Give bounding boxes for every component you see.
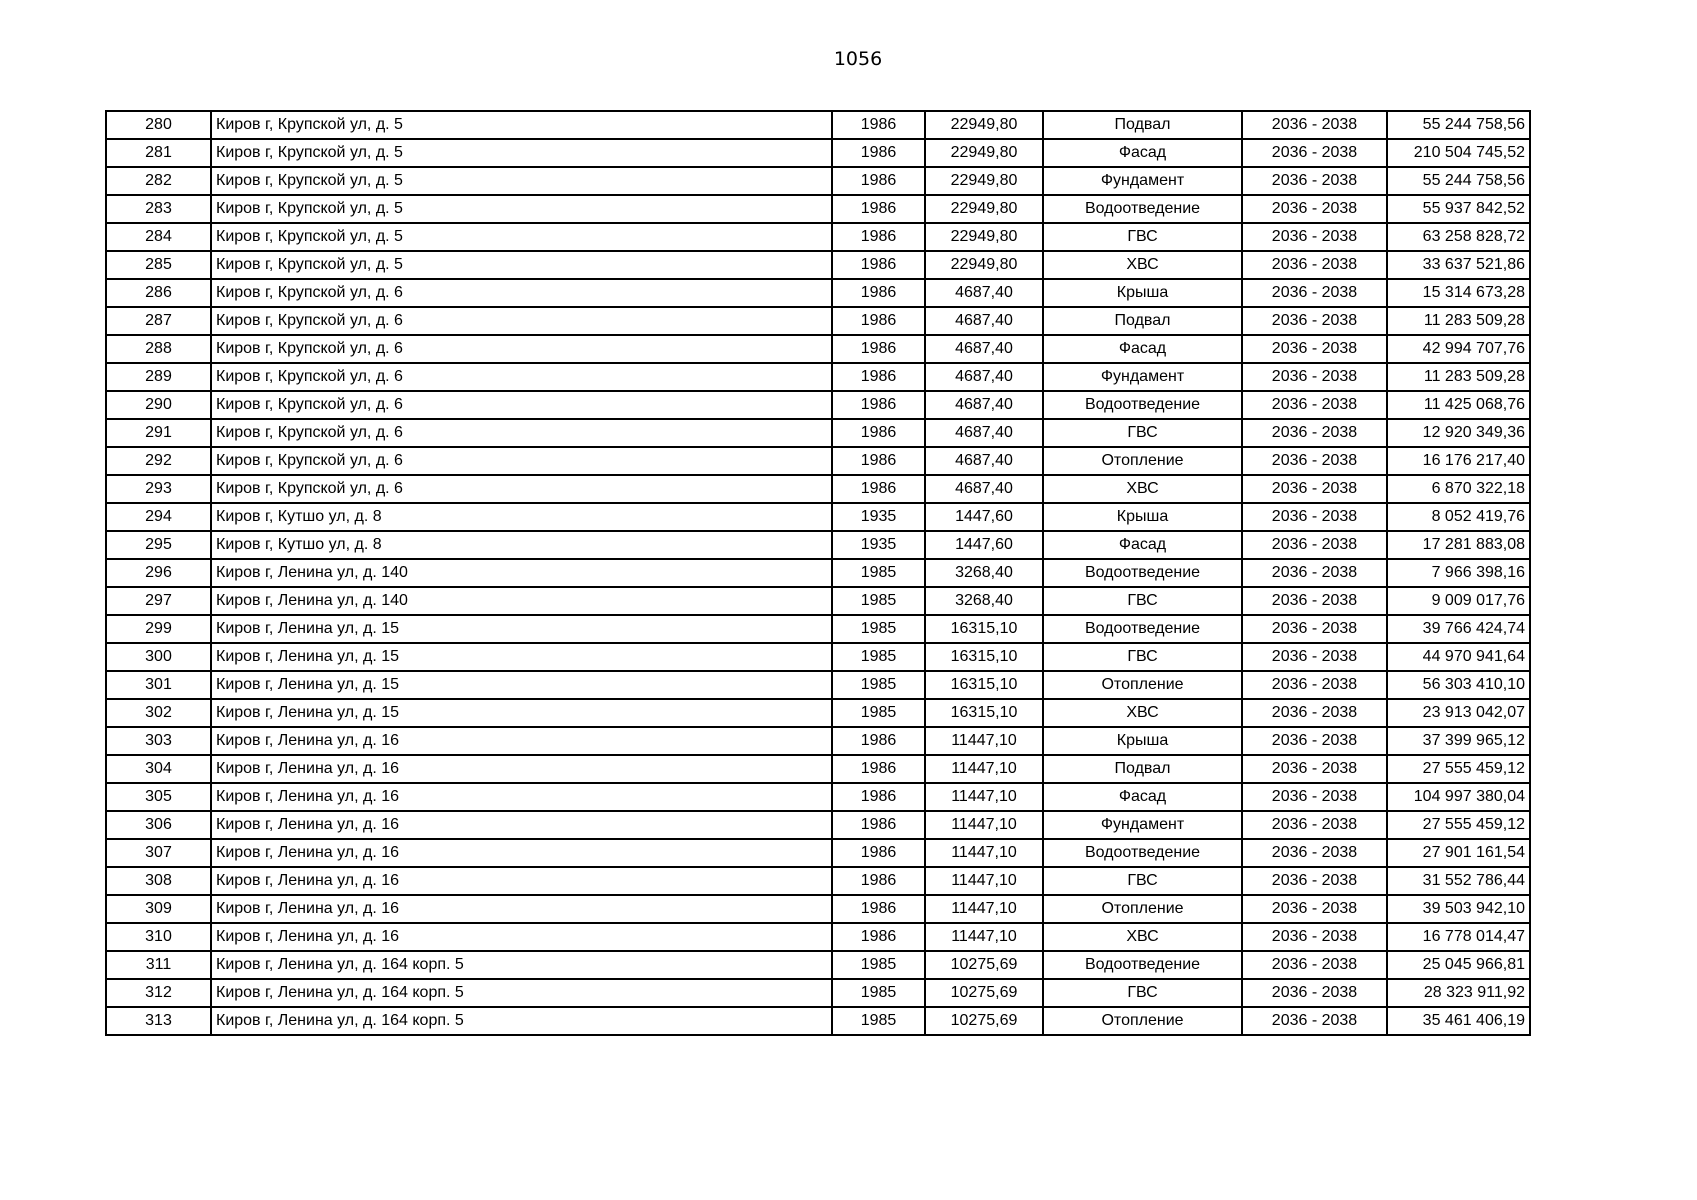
work-type-cell: Крыша bbox=[1043, 727, 1242, 755]
table-row bbox=[106, 699, 1530, 727]
area-cell: 4687,40 bbox=[925, 391, 1043, 419]
address-cell: Киров г, Ленина ул, д. 140 bbox=[211, 559, 832, 587]
area-cell: 22949,80 bbox=[925, 195, 1043, 223]
cost-cell: 44 970 941,64 bbox=[1387, 643, 1530, 671]
work-type-cell: Водоотведение bbox=[1043, 615, 1242, 643]
area-cell: 16315,10 bbox=[925, 699, 1043, 727]
address-cell: Киров г, Ленина ул, д. 140 bbox=[211, 587, 832, 615]
table-row bbox=[106, 503, 1530, 531]
table-row bbox=[106, 391, 1530, 419]
period-cell: 2036 - 2038 bbox=[1242, 503, 1387, 531]
row-number-cell: 281 bbox=[106, 139, 211, 167]
period-cell: 2036 - 2038 bbox=[1242, 223, 1387, 251]
cost-cell: 55 244 758,56 bbox=[1387, 111, 1530, 139]
construction-year-cell: 1986 bbox=[832, 167, 925, 195]
area-cell: 11447,10 bbox=[925, 811, 1043, 839]
period-cell: 2036 - 2038 bbox=[1242, 671, 1387, 699]
table-row bbox=[106, 167, 1530, 195]
address-cell: Киров г, Крупской ул, д. 5 bbox=[211, 251, 832, 279]
work-type-cell: ГВС bbox=[1043, 223, 1242, 251]
area-cell: 4687,40 bbox=[925, 279, 1043, 307]
cost-cell: 39 503 942,10 bbox=[1387, 895, 1530, 923]
cost-cell: 7 966 398,16 bbox=[1387, 559, 1530, 587]
row-number-cell: 292 bbox=[106, 447, 211, 475]
cost-cell: 55 937 842,52 bbox=[1387, 195, 1530, 223]
period-cell: 2036 - 2038 bbox=[1242, 895, 1387, 923]
construction-year-cell: 1985 bbox=[832, 1007, 925, 1035]
period-cell: 2036 - 2038 bbox=[1242, 587, 1387, 615]
area-cell: 3268,40 bbox=[925, 559, 1043, 587]
table-row bbox=[106, 839, 1530, 867]
table-row bbox=[106, 895, 1530, 923]
address-cell: Киров г, Ленина ул, д. 16 bbox=[211, 783, 832, 811]
row-number-cell: 305 bbox=[106, 783, 211, 811]
area-cell: 22949,80 bbox=[925, 111, 1043, 139]
period-cell: 2036 - 2038 bbox=[1242, 279, 1387, 307]
work-type-cell: Водоотведение bbox=[1043, 391, 1242, 419]
construction-year-cell: 1986 bbox=[832, 867, 925, 895]
table-row bbox=[106, 643, 1530, 671]
area-cell: 10275,69 bbox=[925, 979, 1043, 1007]
address-cell: Киров г, Ленина ул, д. 16 bbox=[211, 727, 832, 755]
row-number-cell: 282 bbox=[106, 167, 211, 195]
row-number-cell: 301 bbox=[106, 671, 211, 699]
address-cell: Киров г, Ленина ул, д. 164 корп. 5 bbox=[211, 979, 832, 1007]
address-cell: Киров г, Ленина ул, д. 16 bbox=[211, 755, 832, 783]
row-number-cell: 299 bbox=[106, 615, 211, 643]
period-cell: 2036 - 2038 bbox=[1242, 699, 1387, 727]
address-cell: Киров г, Крупской ул, д. 6 bbox=[211, 447, 832, 475]
table-row bbox=[106, 335, 1530, 363]
row-number-cell: 284 bbox=[106, 223, 211, 251]
period-cell: 2036 - 2038 bbox=[1242, 111, 1387, 139]
area-cell: 11447,10 bbox=[925, 839, 1043, 867]
construction-year-cell: 1986 bbox=[832, 391, 925, 419]
period-cell: 2036 - 2038 bbox=[1242, 475, 1387, 503]
construction-year-cell: 1986 bbox=[832, 251, 925, 279]
period-cell: 2036 - 2038 bbox=[1242, 839, 1387, 867]
cost-cell: 11 425 068,76 bbox=[1387, 391, 1530, 419]
construction-year-cell: 1985 bbox=[832, 951, 925, 979]
construction-year-cell: 1935 bbox=[832, 503, 925, 531]
address-cell: Киров г, Кутшо ул, д. 8 bbox=[211, 531, 832, 559]
table-row bbox=[106, 363, 1530, 391]
construction-year-cell: 1986 bbox=[832, 839, 925, 867]
work-type-cell: Подвал bbox=[1043, 307, 1242, 335]
work-type-cell: Отопление bbox=[1043, 447, 1242, 475]
table-row bbox=[106, 867, 1530, 895]
address-cell: Киров г, Крупской ул, д. 6 bbox=[211, 475, 832, 503]
row-number-cell: 308 bbox=[106, 867, 211, 895]
row-number-cell: 306 bbox=[106, 811, 211, 839]
construction-year-cell: 1986 bbox=[832, 419, 925, 447]
work-type-cell: Водоотведение bbox=[1043, 951, 1242, 979]
address-cell: Киров г, Ленина ул, д. 16 bbox=[211, 839, 832, 867]
cost-cell: 210 504 745,52 bbox=[1387, 139, 1530, 167]
table-row bbox=[106, 419, 1530, 447]
row-number-cell: 310 bbox=[106, 923, 211, 951]
period-cell: 2036 - 2038 bbox=[1242, 755, 1387, 783]
table-row bbox=[106, 251, 1530, 279]
area-cell: 10275,69 bbox=[925, 1007, 1043, 1035]
construction-year-cell: 1985 bbox=[832, 615, 925, 643]
construction-year-cell: 1985 bbox=[832, 979, 925, 1007]
construction-year-cell: 1985 bbox=[832, 587, 925, 615]
construction-year-cell: 1985 bbox=[832, 559, 925, 587]
period-cell: 2036 - 2038 bbox=[1242, 643, 1387, 671]
row-number-cell: 290 bbox=[106, 391, 211, 419]
period-cell: 2036 - 2038 bbox=[1242, 419, 1387, 447]
row-number-cell: 300 bbox=[106, 643, 211, 671]
cost-cell: 27 555 459,12 bbox=[1387, 755, 1530, 783]
work-type-cell: ХВС bbox=[1043, 475, 1242, 503]
cost-cell: 27 901 161,54 bbox=[1387, 839, 1530, 867]
table-body bbox=[106, 111, 1530, 1035]
period-cell: 2036 - 2038 bbox=[1242, 979, 1387, 1007]
work-type-cell: Водоотведение bbox=[1043, 195, 1242, 223]
area-cell: 4687,40 bbox=[925, 475, 1043, 503]
work-type-cell: ГВС bbox=[1043, 419, 1242, 447]
row-number-cell: 283 bbox=[106, 195, 211, 223]
construction-year-cell: 1985 bbox=[832, 643, 925, 671]
construction-year-cell: 1986 bbox=[832, 783, 925, 811]
construction-year-cell: 1986 bbox=[832, 475, 925, 503]
cost-cell: 28 323 911,92 bbox=[1387, 979, 1530, 1007]
period-cell: 2036 - 2038 bbox=[1242, 391, 1387, 419]
construction-year-cell: 1986 bbox=[832, 139, 925, 167]
address-cell: Киров г, Ленина ул, д. 164 корп. 5 bbox=[211, 951, 832, 979]
period-cell: 2036 - 2038 bbox=[1242, 195, 1387, 223]
work-type-cell: Фасад bbox=[1043, 335, 1242, 363]
area-cell: 11447,10 bbox=[925, 727, 1043, 755]
table-row bbox=[106, 195, 1530, 223]
cost-cell: 35 461 406,19 bbox=[1387, 1007, 1530, 1035]
cost-cell: 27 555 459,12 bbox=[1387, 811, 1530, 839]
period-cell: 2036 - 2038 bbox=[1242, 335, 1387, 363]
row-number-cell: 286 bbox=[106, 279, 211, 307]
row-number-cell: 291 bbox=[106, 419, 211, 447]
work-type-cell: Фасад bbox=[1043, 531, 1242, 559]
address-cell: Киров г, Крупской ул, д. 6 bbox=[211, 307, 832, 335]
work-type-cell: ГВС bbox=[1043, 867, 1242, 895]
work-type-cell: Подвал bbox=[1043, 111, 1242, 139]
area-cell: 4687,40 bbox=[925, 307, 1043, 335]
work-type-cell: Водоотведение bbox=[1043, 839, 1242, 867]
table-row bbox=[106, 923, 1530, 951]
period-cell: 2036 - 2038 bbox=[1242, 923, 1387, 951]
area-cell: 22949,80 bbox=[925, 223, 1043, 251]
area-cell: 4687,40 bbox=[925, 335, 1043, 363]
work-type-cell: Фасад bbox=[1043, 139, 1242, 167]
row-number-cell: 294 bbox=[106, 503, 211, 531]
work-type-cell: Отопление bbox=[1043, 895, 1242, 923]
work-type-cell: Отопление bbox=[1043, 671, 1242, 699]
address-cell: Киров г, Ленина ул, д. 164 корп. 5 bbox=[211, 1007, 832, 1035]
period-cell: 2036 - 2038 bbox=[1242, 1007, 1387, 1035]
address-cell: Киров г, Крупской ул, д. 6 bbox=[211, 391, 832, 419]
area-cell: 16315,10 bbox=[925, 671, 1043, 699]
area-cell: 1447,60 bbox=[925, 503, 1043, 531]
row-number-cell: 309 bbox=[106, 895, 211, 923]
construction-year-cell: 1986 bbox=[832, 279, 925, 307]
table-row bbox=[106, 755, 1530, 783]
cost-cell: 6 870 322,18 bbox=[1387, 475, 1530, 503]
table-row bbox=[106, 307, 1530, 335]
work-type-cell: ХВС bbox=[1043, 699, 1242, 727]
address-cell: Киров г, Крупской ул, д. 6 bbox=[211, 335, 832, 363]
address-cell: Киров г, Крупской ул, д. 5 bbox=[211, 223, 832, 251]
work-type-cell: Фундамент bbox=[1043, 363, 1242, 391]
address-cell: Киров г, Крупской ул, д. 5 bbox=[211, 139, 832, 167]
address-cell: Киров г, Ленина ул, д. 15 bbox=[211, 615, 832, 643]
cost-cell: 104 997 380,04 bbox=[1387, 783, 1530, 811]
address-cell: Киров г, Ленина ул, д. 15 bbox=[211, 671, 832, 699]
construction-year-cell: 1985 bbox=[832, 671, 925, 699]
address-cell: Киров г, Кутшо ул, д. 8 bbox=[211, 503, 832, 531]
table-row bbox=[106, 447, 1530, 475]
row-number-cell: 287 bbox=[106, 307, 211, 335]
area-cell: 11447,10 bbox=[925, 783, 1043, 811]
area-cell: 11447,10 bbox=[925, 867, 1043, 895]
row-number-cell: 311 bbox=[106, 951, 211, 979]
row-number-cell: 285 bbox=[106, 251, 211, 279]
construction-year-cell: 1986 bbox=[832, 307, 925, 335]
cost-cell: 42 994 707,76 bbox=[1387, 335, 1530, 363]
address-cell: Киров г, Ленина ул, д. 16 bbox=[211, 867, 832, 895]
address-cell: Киров г, Ленина ул, д. 16 bbox=[211, 811, 832, 839]
area-cell: 11447,10 bbox=[925, 755, 1043, 783]
row-number-cell: 303 bbox=[106, 727, 211, 755]
address-cell: Киров г, Крупской ул, д. 5 bbox=[211, 111, 832, 139]
area-cell: 16315,10 bbox=[925, 643, 1043, 671]
row-number-cell: 312 bbox=[106, 979, 211, 1007]
construction-year-cell: 1986 bbox=[832, 335, 925, 363]
repair-schedule-table bbox=[105, 110, 1531, 1036]
area-cell: 1447,60 bbox=[925, 531, 1043, 559]
row-number-cell: 293 bbox=[106, 475, 211, 503]
work-type-cell: ХВС bbox=[1043, 923, 1242, 951]
period-cell: 2036 - 2038 bbox=[1242, 139, 1387, 167]
area-cell: 16315,10 bbox=[925, 615, 1043, 643]
table-row bbox=[106, 587, 1530, 615]
table-row bbox=[106, 475, 1530, 503]
cost-cell: 15 314 673,28 bbox=[1387, 279, 1530, 307]
table-row bbox=[106, 783, 1530, 811]
cost-cell: 11 283 509,28 bbox=[1387, 307, 1530, 335]
table-row bbox=[106, 727, 1530, 755]
work-type-cell: Фундамент bbox=[1043, 167, 1242, 195]
work-type-cell: Подвал bbox=[1043, 755, 1242, 783]
address-cell: Киров г, Крупской ул, д. 6 bbox=[211, 363, 832, 391]
period-cell: 2036 - 2038 bbox=[1242, 167, 1387, 195]
work-type-cell: Фундамент bbox=[1043, 811, 1242, 839]
cost-cell: 16 778 014,47 bbox=[1387, 923, 1530, 951]
period-cell: 2036 - 2038 bbox=[1242, 867, 1387, 895]
construction-year-cell: 1986 bbox=[832, 447, 925, 475]
table-row bbox=[106, 139, 1530, 167]
table-row bbox=[106, 111, 1530, 139]
construction-year-cell: 1986 bbox=[832, 923, 925, 951]
area-cell: 11447,10 bbox=[925, 923, 1043, 951]
construction-year-cell: 1935 bbox=[832, 531, 925, 559]
area-cell: 4687,40 bbox=[925, 419, 1043, 447]
table-row bbox=[106, 279, 1530, 307]
address-cell: Киров г, Крупской ул, д. 6 bbox=[211, 279, 832, 307]
cost-cell: 31 552 786,44 bbox=[1387, 867, 1530, 895]
table-row bbox=[106, 223, 1530, 251]
address-cell: Киров г, Крупской ул, д. 5 bbox=[211, 167, 832, 195]
table-row bbox=[106, 615, 1530, 643]
construction-year-cell: 1986 bbox=[832, 755, 925, 783]
work-type-cell: Крыша bbox=[1043, 503, 1242, 531]
period-cell: 2036 - 2038 bbox=[1242, 783, 1387, 811]
row-number-cell: 295 bbox=[106, 531, 211, 559]
cost-cell: 9 009 017,76 bbox=[1387, 587, 1530, 615]
area-cell: 4687,40 bbox=[925, 363, 1043, 391]
table-row bbox=[106, 671, 1530, 699]
row-number-cell: 288 bbox=[106, 335, 211, 363]
period-cell: 2036 - 2038 bbox=[1242, 811, 1387, 839]
period-cell: 2036 - 2038 bbox=[1242, 363, 1387, 391]
table-row bbox=[106, 531, 1530, 559]
cost-cell: 55 244 758,56 bbox=[1387, 167, 1530, 195]
cost-cell: 33 637 521,86 bbox=[1387, 251, 1530, 279]
table-row bbox=[106, 559, 1530, 587]
cost-cell: 37 399 965,12 bbox=[1387, 727, 1530, 755]
cost-cell: 8 052 419,76 bbox=[1387, 503, 1530, 531]
row-number-cell: 280 bbox=[106, 111, 211, 139]
table-row bbox=[106, 979, 1530, 1007]
area-cell: 4687,40 bbox=[925, 447, 1043, 475]
construction-year-cell: 1986 bbox=[832, 727, 925, 755]
area-cell: 22949,80 bbox=[925, 167, 1043, 195]
area-cell: 11447,10 bbox=[925, 895, 1043, 923]
period-cell: 2036 - 2038 bbox=[1242, 727, 1387, 755]
row-number-cell: 289 bbox=[106, 363, 211, 391]
construction-year-cell: 1986 bbox=[832, 363, 925, 391]
cost-cell: 56 303 410,10 bbox=[1387, 671, 1530, 699]
period-cell: 2036 - 2038 bbox=[1242, 307, 1387, 335]
work-type-cell: Фасад bbox=[1043, 783, 1242, 811]
address-cell: Киров г, Ленина ул, д. 16 bbox=[211, 923, 832, 951]
work-type-cell: Водоотведение bbox=[1043, 559, 1242, 587]
table-row bbox=[106, 951, 1530, 979]
row-number-cell: 302 bbox=[106, 699, 211, 727]
cost-cell: 12 920 349,36 bbox=[1387, 419, 1530, 447]
address-cell: Киров г, Ленина ул, д. 16 bbox=[211, 895, 832, 923]
construction-year-cell: 1986 bbox=[832, 195, 925, 223]
row-number-cell: 313 bbox=[106, 1007, 211, 1035]
work-type-cell: ГВС bbox=[1043, 979, 1242, 1007]
cost-cell: 11 283 509,28 bbox=[1387, 363, 1530, 391]
cost-cell: 63 258 828,72 bbox=[1387, 223, 1530, 251]
work-type-cell: Крыша bbox=[1043, 279, 1242, 307]
cost-cell: 25 045 966,81 bbox=[1387, 951, 1530, 979]
work-type-cell: Отопление bbox=[1043, 1007, 1242, 1035]
table-row bbox=[106, 811, 1530, 839]
cost-cell: 17 281 883,08 bbox=[1387, 531, 1530, 559]
area-cell: 3268,40 bbox=[925, 587, 1043, 615]
work-type-cell: ХВС bbox=[1043, 251, 1242, 279]
cost-cell: 39 766 424,74 bbox=[1387, 615, 1530, 643]
table-row bbox=[106, 1007, 1530, 1035]
row-number-cell: 297 bbox=[106, 587, 211, 615]
address-cell: Киров г, Ленина ул, д. 15 bbox=[211, 643, 832, 671]
address-cell: Киров г, Крупской ул, д. 6 bbox=[211, 419, 832, 447]
area-cell: 10275,69 bbox=[925, 951, 1043, 979]
period-cell: 2036 - 2038 bbox=[1242, 531, 1387, 559]
cost-cell: 23 913 042,07 bbox=[1387, 699, 1530, 727]
construction-year-cell: 1986 bbox=[832, 895, 925, 923]
row-number-cell: 307 bbox=[106, 839, 211, 867]
area-cell: 22949,80 bbox=[925, 251, 1043, 279]
row-number-cell: 304 bbox=[106, 755, 211, 783]
period-cell: 2036 - 2038 bbox=[1242, 251, 1387, 279]
work-type-cell: ГВС bbox=[1043, 643, 1242, 671]
address-cell: Киров г, Ленина ул, д. 15 bbox=[211, 699, 832, 727]
page-number: 1056 bbox=[833, 48, 883, 70]
period-cell: 2036 - 2038 bbox=[1242, 615, 1387, 643]
work-type-cell: ГВС bbox=[1043, 587, 1242, 615]
period-cell: 2036 - 2038 bbox=[1242, 447, 1387, 475]
construction-year-cell: 1986 bbox=[832, 223, 925, 251]
construction-year-cell: 1986 bbox=[832, 111, 925, 139]
construction-year-cell: 1986 bbox=[832, 811, 925, 839]
construction-year-cell: 1985 bbox=[832, 699, 925, 727]
period-cell: 2036 - 2038 bbox=[1242, 559, 1387, 587]
row-number-cell: 296 bbox=[106, 559, 211, 587]
cost-cell: 16 176 217,40 bbox=[1387, 447, 1530, 475]
area-cell: 22949,80 bbox=[925, 139, 1043, 167]
period-cell: 2036 - 2038 bbox=[1242, 951, 1387, 979]
address-cell: Киров г, Крупской ул, д. 5 bbox=[211, 195, 832, 223]
